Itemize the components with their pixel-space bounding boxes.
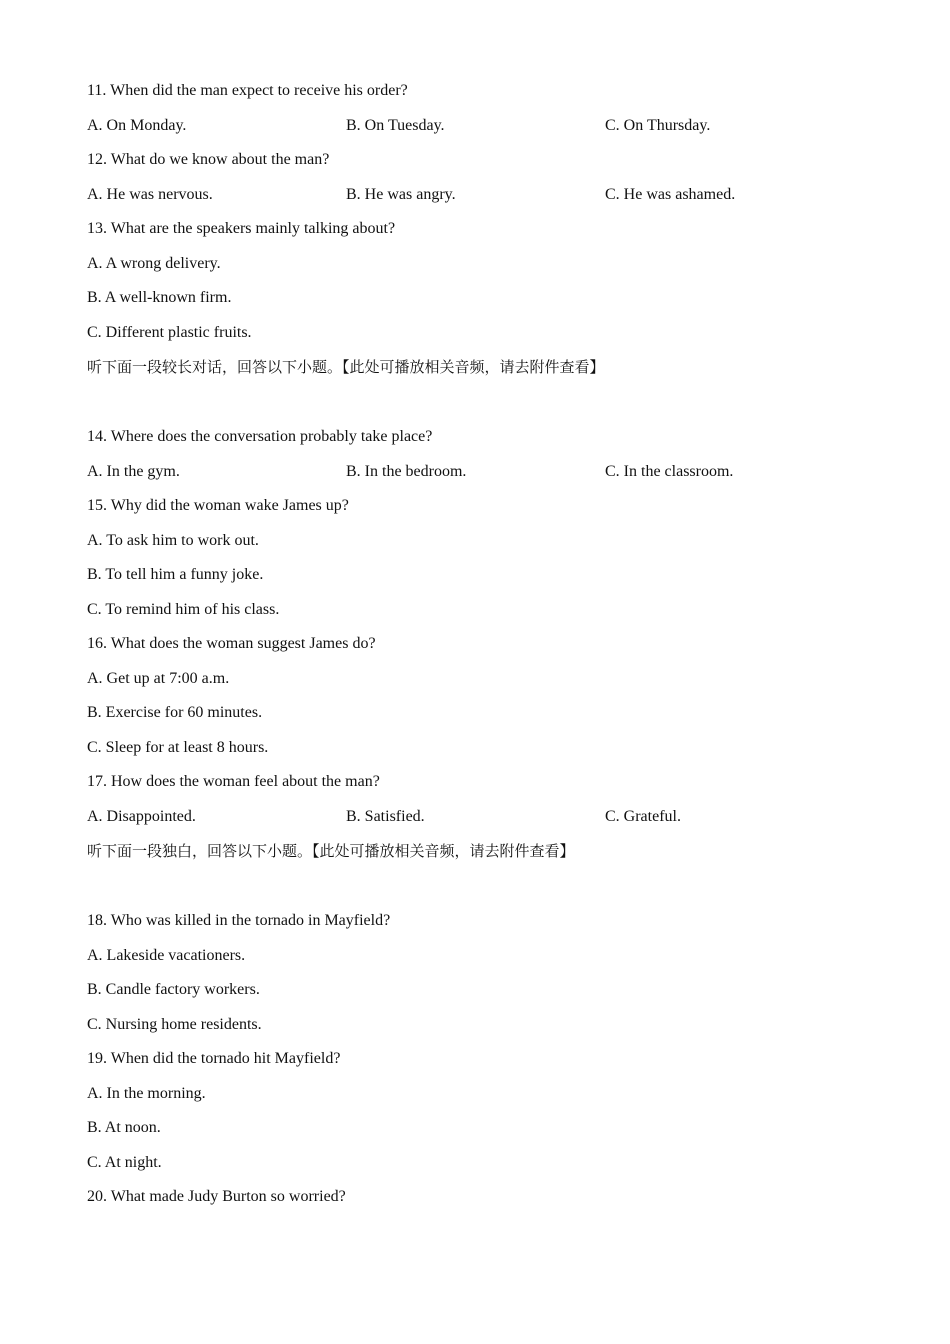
q16-option-b: B. Exercise for 60 minutes. [87,704,263,721]
q19-option-b: B. At noon. [87,1119,161,1136]
instruction-dialogue: 听下面一段较长对话，回答以下小题。【此处可播放相关音频，请去附件查看】 [87,358,605,376]
instruction-monologue: 听下面一段独白，回答以下小题。【此处可播放相关音频，请去附件查看】 [87,842,575,860]
question-15: 15. Why did the woman wake James up? [87,497,349,514]
q17-option-a: A. Disappointed. [87,808,196,825]
q12-option-a: A. He was nervous. [87,186,213,203]
q13-option-b: B. A well-known firm. [87,289,232,306]
q18-option-b: B. Candle factory workers. [87,981,260,998]
q12-option-b: B. He was angry. [346,186,456,203]
q12-option-c: C. He was ashamed. [605,186,736,203]
question-17: 17. How does the woman feel about the man? [87,773,380,790]
question-18: 18. Who was killed in the tornado in Mayfield? [87,912,391,929]
q19-option-a: A. In the morning. [87,1085,206,1102]
q16-option-c: C. Sleep for at least 8 hours. [87,739,269,756]
question-13: 13. What are the speakers mainly talking about? [87,220,396,237]
q11-option-a: A. On Monday. [87,117,187,134]
question-12: 12. What do we know about the man? [87,151,330,168]
q15-option-b: B. To tell him a funny joke. [87,566,264,583]
q13-option-a: A. A wrong delivery. [87,255,221,272]
q14-option-b: B. In the bedroom. [346,463,467,480]
question-11: 11. When did the man expect to receive his order? [87,82,408,99]
q11-option-b: B. On Tuesday. [346,117,445,134]
q19-option-c: C. At night. [87,1154,162,1171]
q13-option-c: C. Different plastic fruits. [87,324,252,341]
q18-option-c: C. Nursing home residents. [87,1016,262,1033]
q15-option-a: A. To ask him to work out. [87,532,259,549]
q11-option-c: C. On Thursday. [605,117,711,134]
q16-option-a: A. Get up at 7:00 a.m. [87,670,230,687]
q14-option-c: C. In the classroom. [605,463,734,480]
question-20: 20. What made Judy Burton so worried? [87,1188,346,1205]
q15-option-c: C. To remind him of his class. [87,601,280,618]
question-16: 16. What does the woman suggest James do? [87,635,376,652]
q17-option-c: C. Grateful. [605,808,681,825]
q18-option-a: A. Lakeside vacationers. [87,947,246,964]
q14-option-a: A. In the gym. [87,463,180,480]
question-19: 19. When did the tornado hit Mayfield? [87,1050,341,1067]
question-14: 14. Where does the conversation probably take place? [87,428,433,445]
q17-option-b: B. Satisfied. [346,808,425,825]
